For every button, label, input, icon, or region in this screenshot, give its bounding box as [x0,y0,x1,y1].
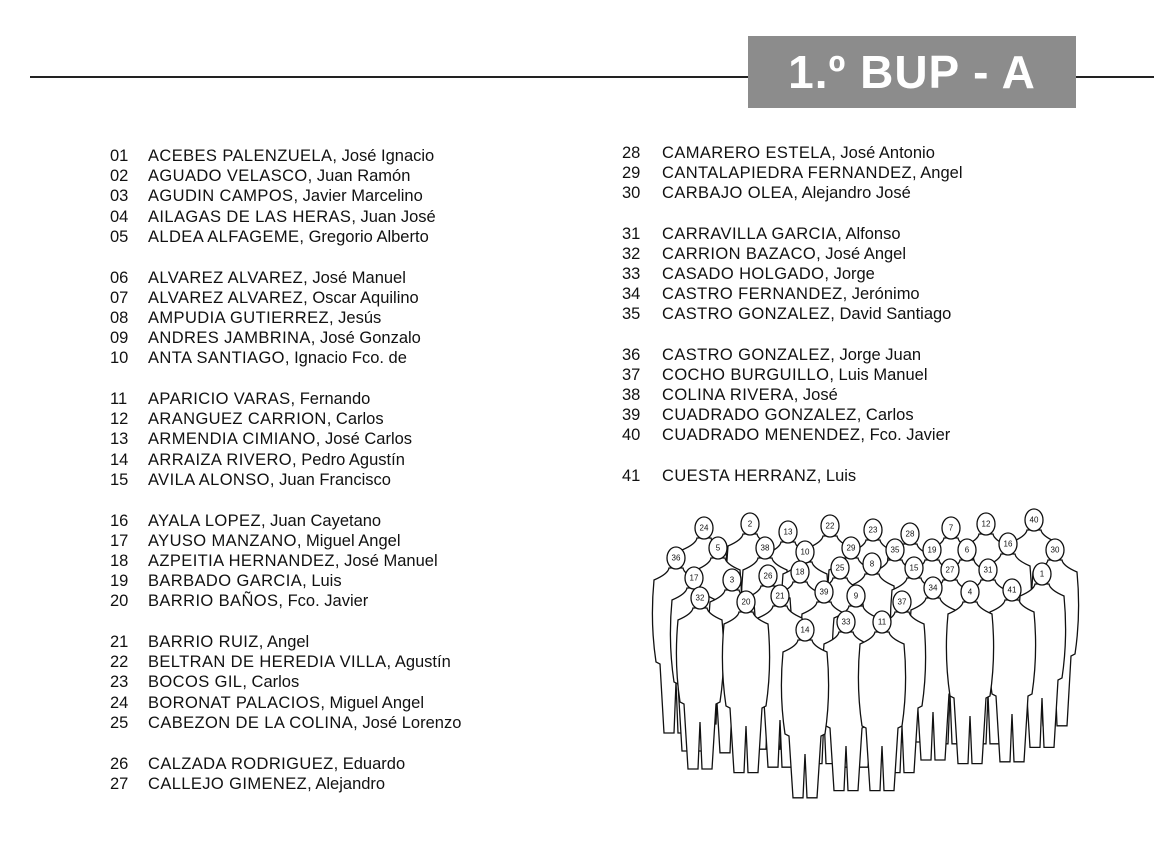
student-surname: AZPEITIA HERNANDEZ [148,551,335,570]
student-row: 36 CASTRO GONZALEZ, Jorge Juan [622,345,922,364]
silhouette-number-label: 6 [964,545,970,555]
silhouette-number-label: 2 [747,519,753,529]
student-row: 14 ARRAIZA RIVERO, Pedro Agustín [110,450,405,469]
student-surname: CARBAJO OLEA [662,184,794,203]
student-surname: APARICIO VARAS [148,390,291,408]
student-given-name: Alejandro José [801,184,911,203]
student-number: 11 [110,390,128,408]
student-row: 21 BARRIO RUIZ, Angel [110,633,310,651]
student-row: 24 BORONAT PALACIOS, Miguel Angel [110,693,425,712]
student-given-name: Jesús [338,308,382,327]
student-number: 08 [110,308,129,327]
silhouette-number-label: 41 [1007,585,1017,595]
silhouette-number-label: 25 [835,563,845,573]
student-number: 34 [622,285,641,304]
silhouette-number-label: 7 [948,523,954,533]
student-number: 41 [622,466,641,485]
student-row: 10 ANTA SANTIAGO, Ignacio Fco. de [110,349,407,368]
student-row: 01 ACEBES PALENZUELA, José Ignacio [110,147,435,165]
student-surname: BARRIO BAÑOS [148,592,279,611]
student-surname: ARRAIZA RIVERO [148,450,293,469]
silhouette-number-label: 30 [1050,545,1060,555]
student-number: 09 [110,329,129,348]
student-number: 38 [622,386,641,404]
student-surname: BORONAT PALACIOS [148,693,321,712]
student-row: 08 AMPUDIA GUTIERREZ, Jesús [110,308,382,327]
student-number: 29 [622,164,641,183]
silhouette-number-label: 17 [689,573,699,583]
student-surname: ACEBES PALENZUELA [148,147,333,165]
student-row: 31 CARRAVILLA GARCIA, Alfonso [622,224,901,243]
student-number: 40 [622,426,641,445]
student-surname: CAMARERO ESTELA [662,144,832,162]
student-surname: CALLEJO GIMENEZ [148,774,308,793]
silhouette-number-label: 36 [671,553,681,563]
student-row: 32 CARRION BAZACO, José Angel [622,244,907,263]
student-surname: CASTRO GONZALEZ [662,345,831,364]
silhouette-number-label: 28 [905,529,915,539]
group-silhouette-figure [640,508,1080,808]
student-given-name: Jorge [833,265,875,283]
student-number: 16 [110,511,129,530]
silhouette-number-label: 34 [928,583,938,593]
student-given-name: Carlos [251,673,300,692]
student-surname: ARMENDIA CIMIANO [148,430,316,449]
student-number: 31 [622,224,641,243]
student-row: 37 COCHO BURGUILLO, Luis Manuel [622,365,928,384]
student-surname: AMPUDIA GUTIERREZ [148,308,329,327]
silhouette-number-label: 21 [775,591,785,601]
student-row: 11 APARICIO VARAS, Fernando [110,390,371,408]
student-number: 01 [110,147,129,165]
silhouette-number-label: 8 [869,559,875,569]
silhouette-number-label: 29 [846,543,856,553]
student-number: 23 [110,673,129,692]
student-row: 40 CUADRADO MENENDEZ, Fco. Javier [622,426,951,445]
student-given-name: Gregorio Alberto [308,227,429,246]
student-given-name: David Santiago [839,305,952,324]
student-number: 26 [110,754,129,773]
silhouette-number-label: 15 [909,563,919,573]
student-number: 12 [110,410,129,429]
student-row: 19 BARBADO GARCIA, Luis [110,572,342,591]
student-surname: ALDEA ALFAGEME [148,227,300,246]
student-surname: CASTRO FERNANDEZ [662,285,843,304]
student-number: 25 [110,713,129,732]
silhouette-number-label: 9 [853,591,859,601]
student-number: 20 [110,592,129,611]
student-given-name: Alfonso [845,224,901,243]
student-surname: CARRAVILLA GARCIA [662,224,838,243]
student-row: 33 CASADO HOLGADO, Jorge [622,265,875,283]
student-row: 13 ARMENDIA CIMIANO, José Carlos [110,430,413,449]
student-given-name: José Manuel [344,551,438,570]
silhouette-number-label: 18 [795,567,805,577]
student-number: 18 [110,551,129,570]
student-given-name: Carlos [865,406,914,425]
silhouette-number-label: 11 [877,617,887,627]
silhouette-number-label: 16 [1003,539,1013,549]
student-row: 17 AYUSO MANZANO, Miguel Angel [110,531,401,550]
student-given-name: Oscar Aquilino [312,288,419,307]
student-row: 41 CUESTA HERRANZ, Luis [622,466,857,485]
silhouette-number-label: 33 [841,617,851,627]
student-row: 02 AGUADO VELASCO, Juan Ramón [110,167,411,186]
student-surname: CUESTA HERRANZ [662,466,817,485]
student-number: 21 [110,633,129,651]
student-row: 04 AILAGAS DE LAS HERAS, Juan José [110,207,436,226]
student-number: 04 [110,207,129,226]
silhouette-number-label: 10 [800,547,810,557]
student-row: 28 CAMARERO ESTELA, José Antonio [622,144,935,162]
student-given-name: Juan Ramón [316,167,411,186]
student-given-name: Fernando [299,390,371,408]
student-row: 30 CARBAJO OLEA, Alejandro José [622,184,911,203]
student-given-name: Luis [825,466,857,485]
student-given-name: José [802,386,838,404]
class-title-banner [748,36,1076,108]
student-number: 36 [622,345,641,364]
student-surname: AGUDIN CAMPOS [148,187,294,206]
student-number: 37 [622,365,641,384]
student-number: 06 [110,268,129,287]
student-number: 03 [110,187,129,206]
student-number: 35 [622,305,641,324]
student-number: 24 [110,693,129,712]
student-row: 23 BOCOS GIL, Carlos [110,673,300,692]
header-rule-right [1076,76,1154,78]
silhouette-number-label: 38 [760,543,770,553]
student-row: 26 CALZADA RODRIGUEZ, Eduardo [110,754,406,773]
student-number: 17 [110,531,129,550]
student-given-name: Miguel Angel [306,531,401,550]
student-given-name: Angel [267,633,310,651]
student-given-name: José Lorenzo [362,713,462,732]
student-surname: ARANGUEZ CARRION [148,410,327,429]
silhouette-number-label: 14 [800,625,810,635]
student-surname: CARRION BAZACO [662,244,817,263]
student-given-name: Juan Cayetano [270,511,382,530]
student-surname: ANTA SANTIAGO [148,349,285,368]
silhouette-number-label: 22 [825,521,835,531]
student-number: 15 [110,470,129,489]
silhouette-number-label: 35 [890,545,900,555]
student-given-name: Fco. Javier [287,592,369,611]
student-given-name: José Ignacio [341,147,435,165]
student-given-name: Fco. Javier [869,426,951,445]
header-rule-left [30,76,748,78]
silhouette-number-label: 13 [783,527,793,537]
student-given-name: José Manuel [312,268,406,287]
student-row: 05 ALDEA ALFAGEME, Gregorio Alberto [110,227,429,246]
silhouette-number-label: 26 [763,571,773,581]
student-given-name: Angel [920,164,963,183]
student-number: 14 [110,450,129,469]
student-row: 20 BARRIO BAÑOS, Fco. Javier [110,592,369,611]
student-number: 19 [110,572,129,591]
student-surname: ANDRES JAMBRINA [148,329,311,348]
student-given-name: Jerónimo [851,285,920,304]
student-given-name: José Angel [825,244,907,263]
student-surname: ALVAREZ ALVAREZ [148,268,304,287]
student-number: 02 [110,167,129,186]
student-row: 38 COLINA RIVERA, José [622,386,838,404]
student-row: 16 AYALA LOPEZ, Juan Cayetano [110,511,382,530]
student-row: 18 AZPEITIA HERNANDEZ, José Manuel [110,551,438,570]
student-given-name: Javier Marcelino [302,187,423,206]
student-surname: CUADRADO MENENDEZ [662,426,861,445]
student-row: 35 CASTRO GONZALEZ, David Santiago [622,305,952,324]
student-surname: ALVAREZ ALVAREZ [148,288,304,307]
student-surname: COCHO BURGUILLO [662,365,830,384]
silhouette-number-label: 24 [699,523,709,533]
student-surname: CASADO HOLGADO [662,265,825,283]
silhouette-number-label: 40 [1029,515,1039,525]
student-surname: CANTALAPIEDRA FERNANDEZ [662,164,913,183]
student-given-name: Carlos [335,410,384,429]
student-row: 09 ANDRES JAMBRINA, José Gonzalo [110,329,421,348]
student-given-name: Juan Francisco [279,470,391,489]
student-given-name: Eduardo [342,754,406,773]
student-surname: AILAGAS DE LAS HERAS [148,207,352,226]
student-surname: BELTRAN DE HEREDIA VILLA [148,653,387,672]
student-surname: AGUADO VELASCO [148,167,308,186]
silhouette-number-label: 4 [967,587,973,597]
student-surname: CALZADA RODRIGUEZ [148,754,334,773]
student-surname: COLINA RIVERA [662,386,794,404]
student-number: 33 [622,265,641,283]
student-given-name: Jorge Juan [839,345,922,364]
class-title: 1.º BUP - A [788,46,1036,98]
student-row: 29 CANTALAPIEDRA FERNANDEZ, Angel [622,164,963,183]
student-given-name: Pedro Agustín [301,450,405,469]
silhouette-number-label: 5 [715,543,721,553]
silhouette-number-label: 12 [981,519,991,529]
student-surname: BARBADO GARCIA [148,572,303,591]
student-number: 32 [622,244,641,263]
silhouette-number-label: 20 [741,597,751,607]
student-number: 10 [110,349,129,368]
student-row: 25 CABEZON DE LA COLINA, José Lorenzo [110,713,462,732]
student-given-name: Luis [311,572,342,591]
student-number: 13 [110,430,129,449]
student-number: 30 [622,184,641,203]
silhouette-number-label: 31 [983,565,993,575]
silhouette-number-label: 39 [819,587,829,597]
student-given-name: José Gonzalo [319,329,421,348]
student-number: 28 [622,144,641,162]
student-number: 39 [622,406,641,425]
student-given-name: Agustín [394,653,451,672]
student-row: 03 AGUDIN CAMPOS, Javier Marcelino [110,187,423,206]
student-given-name: José Antonio [840,144,935,162]
silhouette-number-label: 23 [868,525,878,535]
student-given-name: Juan José [360,207,436,226]
student-number: 27 [110,774,129,793]
student-surname: AVILA ALONSO [148,470,270,489]
student-row: 34 CASTRO FERNANDEZ, Jerónimo [622,285,920,304]
student-row: 22 BELTRAN DE HEREDIA VILLA, Agustín [110,653,451,672]
student-row: 15 AVILA ALONSO, Juan Francisco [110,470,391,489]
student-surname: BOCOS GIL [148,673,243,692]
student-number: 05 [110,227,129,246]
student-given-name: Miguel Angel [329,693,425,712]
student-row: 07 ALVAREZ ALVAREZ, Oscar Aquilino [110,288,419,307]
silhouette-number-label: 19 [927,545,937,555]
student-surname: AYALA LOPEZ [148,511,261,530]
silhouette-number-label: 32 [695,593,705,603]
student-row: 06 ALVAREZ ALVAREZ, José Manuel [110,268,406,287]
student-row: 12 ARANGUEZ CARRION, Carlos [110,410,384,429]
silhouette-number-label: 37 [897,597,907,607]
student-surname: AYUSO MANZANO [148,531,297,550]
student-given-name: Alejandro [315,774,386,793]
student-number: 22 [110,653,129,672]
student-surname: CUADRADO GONZALEZ [662,406,857,425]
student-surname: CASTRO GONZALEZ [662,305,831,324]
student-given-name: Ignacio Fco. de [294,349,407,368]
student-number: 07 [110,288,129,307]
student-given-name: Luis Manuel [838,365,928,384]
student-given-name: José Carlos [324,430,413,449]
student-surname: BARRIO RUIZ [148,633,259,651]
student-row: 27 CALLEJO GIMENEZ, Alejandro [110,774,386,793]
silhouette-number-label: 1 [1039,569,1045,579]
silhouette-number-label: 3 [729,575,735,585]
silhouette-number-label: 27 [945,565,955,575]
silhouette-key-diagram [640,508,1080,808]
student-surname: CABEZON DE LA COLINA [148,713,354,732]
student-row: 39 CUADRADO GONZALEZ, Carlos [622,406,914,425]
